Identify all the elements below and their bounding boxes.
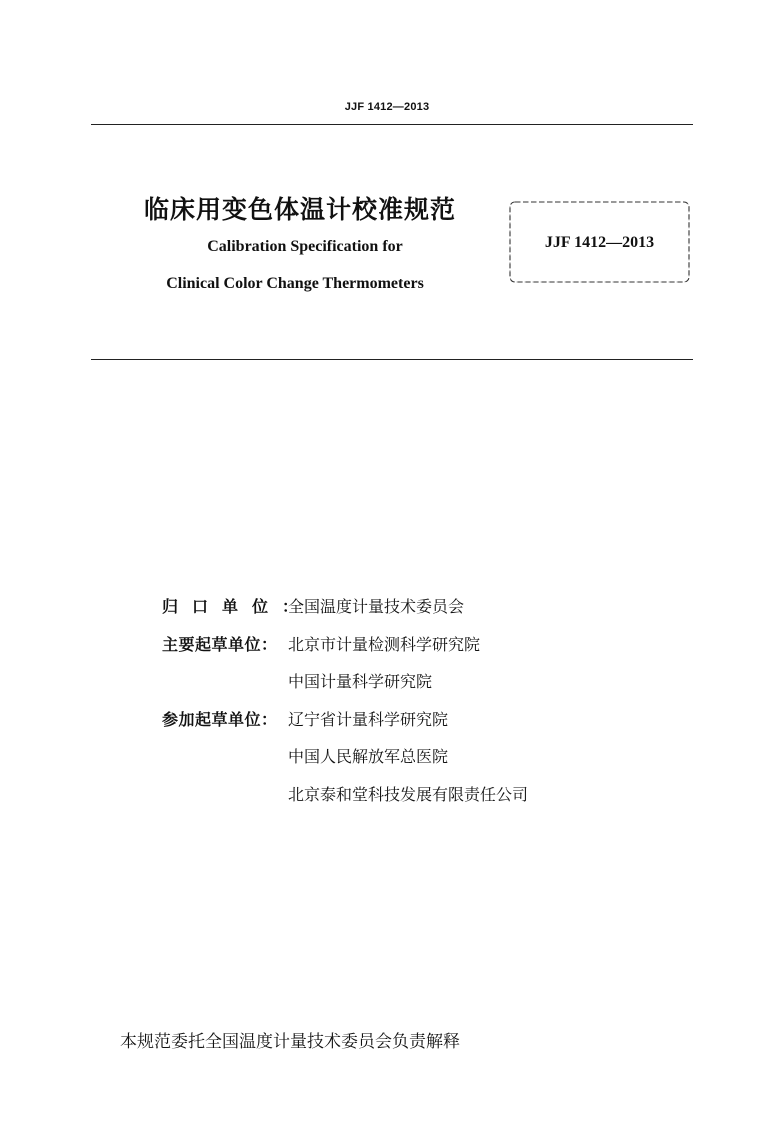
org-value: 北京市计量检测科学研究院 — [288, 635, 481, 654]
org-value: 中国计量科学研究院 — [288, 672, 433, 691]
header-rule — [91, 124, 693, 125]
section-rule — [91, 359, 693, 360]
org-label: 主要起草单位： — [162, 635, 278, 654]
org-value: 全国温度计量技术委员会 — [288, 597, 465, 616]
title-chinese: 临床用变色体温计校准规范 — [143, 195, 456, 224]
title-english-line-2: Clinical Color Change Thermometers — [166, 275, 424, 292]
org-value: 辽宁省计量科学研究院 — [288, 710, 449, 729]
org-value: 中国人民解放军总医院 — [288, 747, 449, 766]
title-english-line-1: Calibration Specification for — [207, 238, 403, 255]
standard-code: JJF 1412—2013 — [544, 234, 655, 251]
org-label: 归口单位： — [162, 597, 313, 616]
org-label: 参加起草单位： — [162, 710, 278, 729]
interpretation-note: 本规范委托全国温度计量技术委员会负责解释 — [120, 1032, 460, 1052]
standard-code-box — [507, 199, 692, 285]
header-standard-code: JJF 1412—2013 — [344, 101, 430, 113]
org-value: 北京泰和堂科技发展有限责任公司 — [288, 785, 529, 804]
